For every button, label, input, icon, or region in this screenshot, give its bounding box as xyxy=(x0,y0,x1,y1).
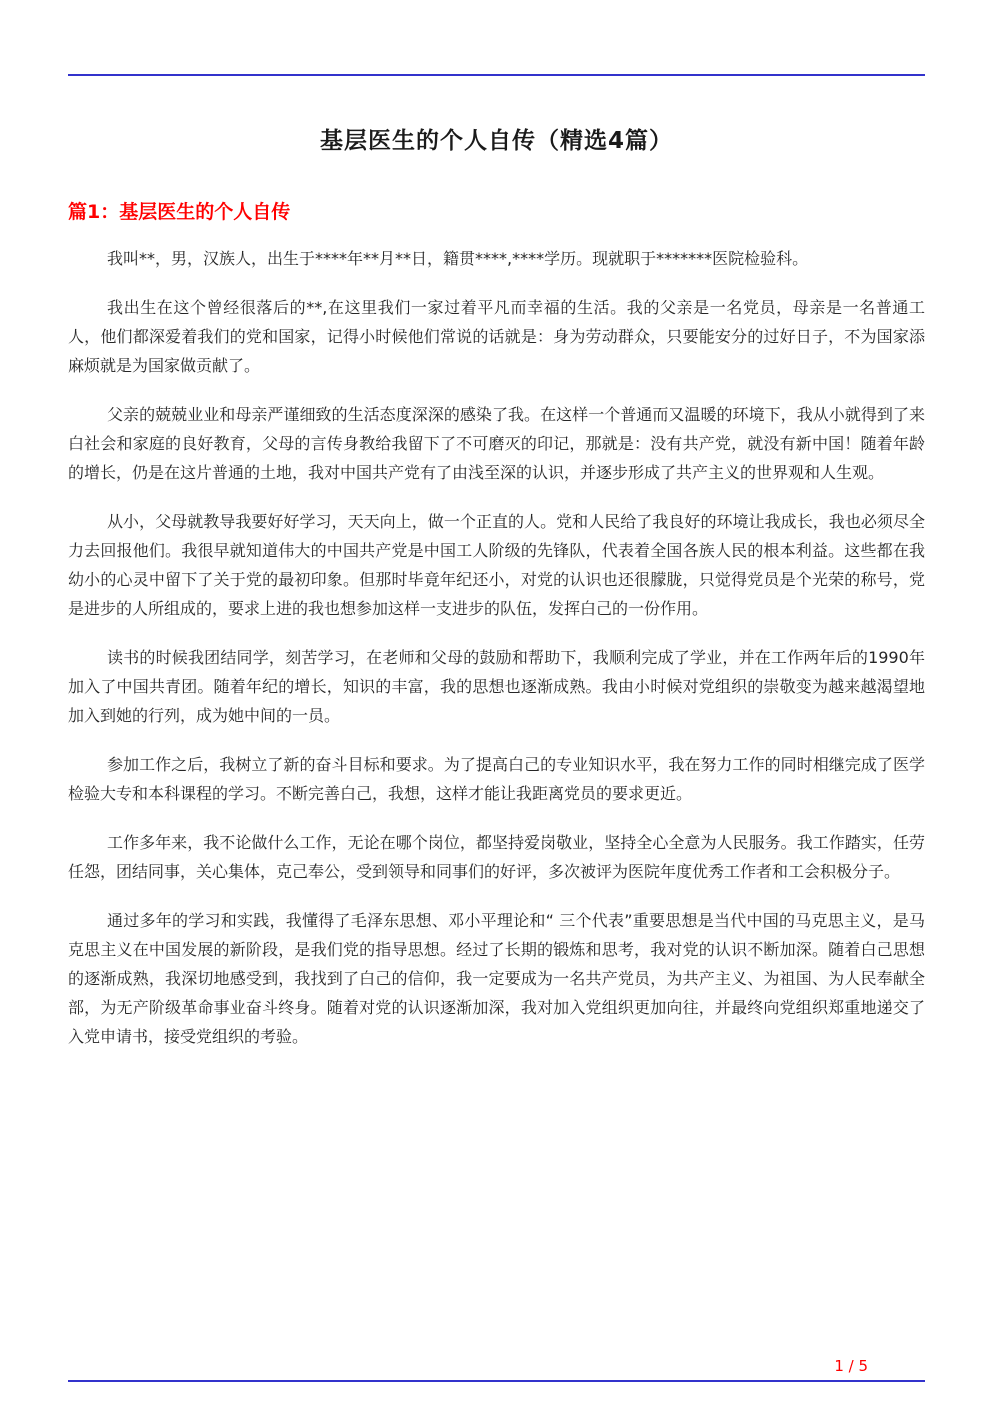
paragraph: 通过多年的学习和实践，我懂得了毛泽东思想、邓小平理论和“ 三个代表”重要思想是当代中国的马克思主义，是马克思主义在中国发展的新阶段，是我们党的指导思想。经过了长期的锻炼和思考，我对党的认识不断加深。随着白己思想的逐渐成熟，我深切地感受到，我找到了白己的信仰，我一定要成为一名共产党员，为共产主义、为祖国、为人民奉献全部，为无产阶级革命事业奋斗终身。随着对党的认识逐渐加深，我对加入党组织更加向往，并最终向党组织郑重地递交了入党申请书，接受党组织的考验。 xyxy=(68,911,925,1046)
paragraph: 我叫**，男，汉族人，出生于****年**月**日，籍贯****,****学历。现就职于*******医院检验科。 xyxy=(107,249,809,268)
document-title: 基层医生的个人自传（精选4篇） xyxy=(319,128,673,154)
paragraph: 从小，父母就教导我要好好学习，天天向上，做一个正直的人。党和人民给了我良好的环境让我成长，我也必须尽全力去回报他们。我很早就知道伟大的中国共产党是中国工人阶级的先锋队，代表着全国各族人民的根本利益。这些都在我幼小的心灵中留下了关于党的最初印象。但那时毕竟年纪还小，对党的认识也还很朦胧，只觉得党员是个光荣的称号，党是进步的人所组成的，要求上进的我也想参加这样一支进步的队伍，发挥白己的一份作用。 xyxy=(68,512,925,618)
page-footer xyxy=(834,1357,868,1375)
paragraph: 工作多年来，我不论做什么工作，无论在哪个岗位，都坚持爱岗敬业，坚持全心全意为人民服务。我工作踏实，任劳任怨，团结同事，关心集体，克己奉公，受到领导和同事们的好评，多次被评为医院年度优秀工作者和工会积极分子。 xyxy=(68,833,925,881)
paragraph: 父亲的兢兢业业和母亲严谨细致的生活态度深深的感染了我。在这样一个普通而又温暖的环境下，我从小就得到了来白社会和家庭的良好教育，父母的言传身教给我留下了不可磨灭的印记，那就是：没有共产党，就没有新中国！随着年龄的增长，仍是在这片普通的土地，我对中国共产党有了由浅至深的认识，并逐步形成了共产主义的世界观和人生观。 xyxy=(68,405,925,482)
paragraph: 参加工作之后，我树立了新的奋斗目标和要求。为了提高白己的专业知识水平，我在努力工作的同时相继完成了医学检验大专和本科课程的学习。不断完善白己，我想，这样才能让我距离党员的要求更近。 xyxy=(68,755,925,803)
paragraph: 读书的时候我团结同学，刻苦学习，在老师和父母的鼓励和帮助下，我顺利完成了学业，并在工作两年后的1990年加入了中国共青团。随着年纪的增长，知识的丰富，我的思想也逐渐成熟。我由小时候对党组织的崇敬变为越来越渴望地加入到她的行列，成为她中间的一员。 xyxy=(68,648,925,725)
paragraph: 我出生在这个曾经很落后的**,在这里我们一家过着平凡而幸福的生活。我的父亲是一名党员，母亲是一名普通工人，他们都深爱着我们的党和国家，记得小时候他们常说的话就是：身为劳动群众，只要能安分的过好日子，不为国家添麻烦就是为国家做贡献了。 xyxy=(68,298,925,375)
document-content xyxy=(68,76,925,1051)
page-number: 1 / 5 xyxy=(834,1357,868,1375)
bottom-horizontal-rule xyxy=(68,1380,925,1382)
document-body xyxy=(68,244,925,1051)
section-heading: 篇1：基层医生的个人自传 xyxy=(68,201,291,223)
